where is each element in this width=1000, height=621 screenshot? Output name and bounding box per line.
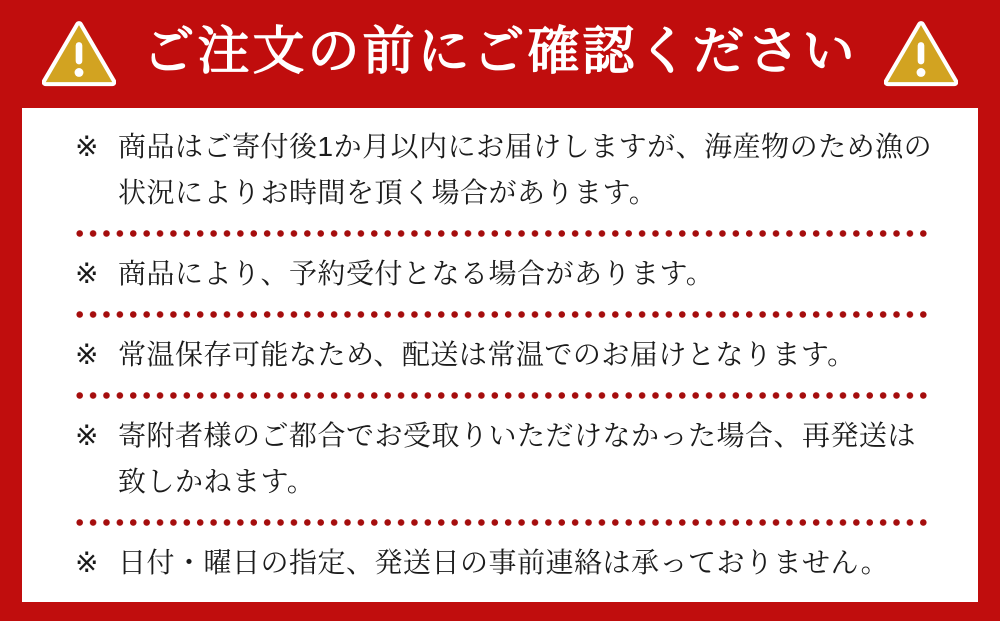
reference-mark: ※ (75, 258, 99, 289)
notice-item (22, 413, 978, 505)
reference-mark: ※ (75, 420, 99, 451)
notice-item (22, 332, 978, 378)
reference-mark: ※ (75, 131, 99, 162)
warning-triangle-icon (884, 20, 958, 88)
notice-text: 常温保存可能なため、配送は常温でのお届けとなります。 (118, 339, 856, 370)
warning-triangle-icon (42, 20, 116, 88)
notice-item (22, 251, 978, 297)
notice-text: 商品はご寄付後1か月以内にお届けしますが、海産物のため漁の状況によりお時間を頂く場合があります。 (118, 131, 933, 208)
notice-text: 商品により、予約受付となる場合があります。 (118, 258, 715, 289)
banner-header (0, 0, 1000, 108)
dotted-divider (73, 392, 928, 399)
dotted-divider (73, 311, 928, 318)
notice-text: 寄附者様のご都合でお受取りいただけなかった場合、再発送は致しかねます。 (118, 420, 917, 497)
notice-item (22, 540, 978, 586)
banner-title: ご注文の前にご確認ください (142, 21, 858, 82)
reference-mark: ※ (75, 547, 99, 578)
reference-mark: ※ (75, 339, 99, 370)
notice-text: 日付・曜日の指定、発送日の事前連絡は承っておりません。 (118, 547, 890, 578)
notice-item (22, 124, 978, 216)
dotted-divider (73, 230, 928, 237)
notice-card (22, 108, 978, 602)
dotted-divider (73, 519, 928, 526)
